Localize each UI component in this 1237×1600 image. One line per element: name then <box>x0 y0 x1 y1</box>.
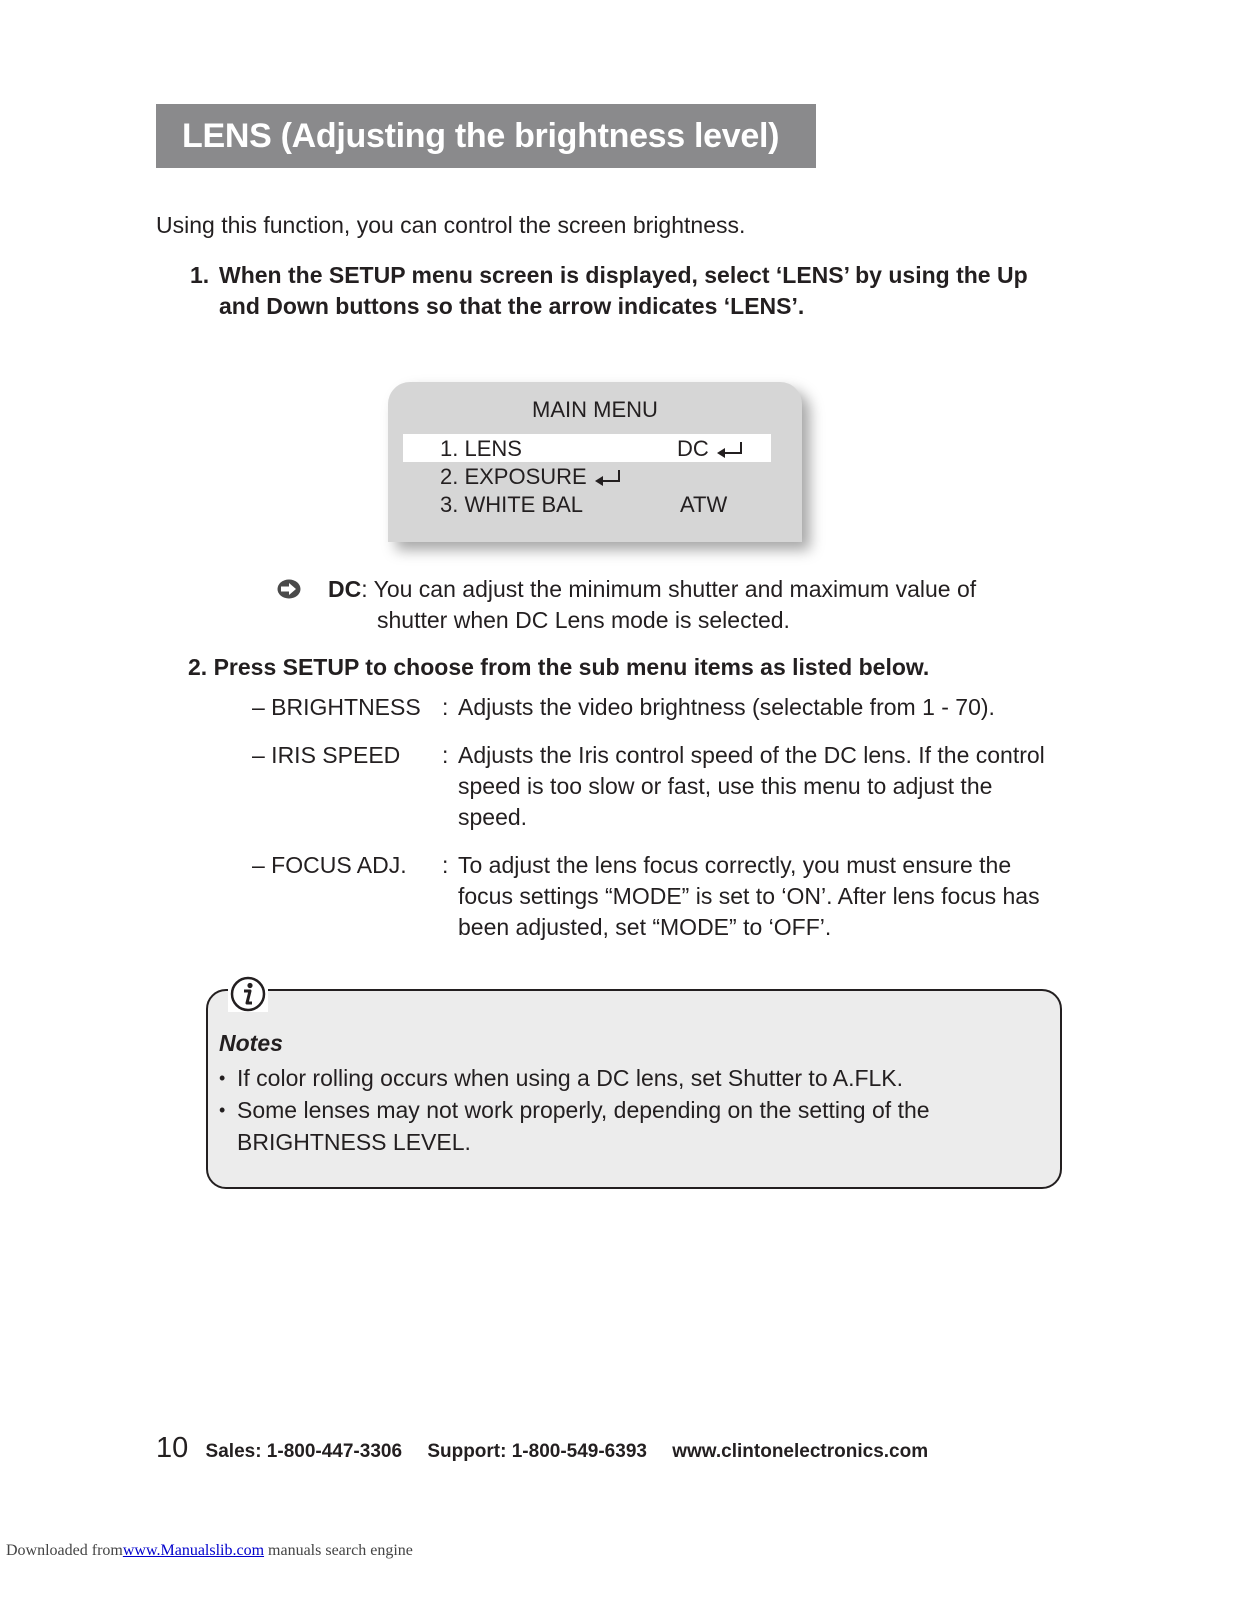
menu-item-white-bal-value: ATW <box>680 492 728 517</box>
section-title: LENS (Adjusting the brightness level) <box>156 104 816 168</box>
menu-item-exposure <box>440 464 623 490</box>
footer-support: Support: 1-800-549-6393 <box>427 1441 647 1462</box>
dc-note-term: DC <box>328 576 362 602</box>
footer-website: www.clintonelectronics.com <box>672 1441 929 1462</box>
step-1-line-2: and Down buttons so that the arrow indicates ‘LENS’. <box>219 293 805 319</box>
enter-icon <box>715 440 745 460</box>
menu-item-white-bal: 3. WHITE BAL <box>440 492 584 517</box>
note-item: • If color rolling occurs when using a DC lens, set Shutter to A.FLK. <box>219 1062 1037 1094</box>
submenu-colon: : <box>442 694 449 720</box>
info-icon <box>228 976 268 1012</box>
dc-note-line-2: shutter when DC Lens mode is selected. <box>377 607 790 633</box>
download-prefix: Downloaded from <box>6 1542 123 1559</box>
menu-item-lens: 1. LENS <box>440 436 522 461</box>
submenu-name: – IRIS SPEED <box>252 742 401 768</box>
menu-item-lens-value-text: DC <box>677 436 709 461</box>
submenu-name: – BRIGHTNESS <box>252 694 421 720</box>
dc-note-text: : You can adjust the minimum shutter and maximum value of <box>361 576 977 602</box>
page-footer <box>156 1432 928 1465</box>
step-2: 2. Press SETUP to choose from the sub menu items as listed below. <box>188 654 930 680</box>
step-1-number: 1. <box>190 262 210 288</box>
intro-text: Using this function, you can control the screen brightness. <box>156 212 746 238</box>
enter-icon <box>593 468 623 488</box>
download-suffix: manuals search engine <box>264 1542 413 1559</box>
notes-list <box>219 1062 1037 1158</box>
menu-item-lens-value <box>677 436 745 462</box>
submenu-desc: Adjusts the video brightness (selectable from 1 - 70). <box>458 694 995 720</box>
footer-sales: Sales: 1-800-447-3306 <box>205 1441 403 1462</box>
note-item: • Some lenses may not work properly, depending on the setting of the BRIGHTNESS LEVEL. <box>219 1094 1037 1158</box>
main-menu-title: MAIN MENU <box>532 397 658 422</box>
arrow-right-circle-icon <box>276 578 302 600</box>
step-1 <box>190 260 1050 322</box>
submenu-colon: : <box>442 852 449 878</box>
download-banner <box>6 1542 413 1560</box>
submenu-desc: To adjust the lens focus correctly, you must ensure the focus settings “MODE” is set to ‘ON’. After lens focus has been adjusted, set “MODE” to ‘OFF’. <box>458 852 1040 940</box>
main-menu-screen <box>388 382 802 542</box>
manualslib-link[interactable]: www.Manualslib.com <box>122 1542 265 1559</box>
step-1-line-1: When the SETUP menu screen is displayed, select ‘LENS’ by using the Up <box>219 262 1028 288</box>
submenu-colon: : <box>442 742 449 768</box>
menu-item-exposure-text: 2. EXPOSURE <box>440 464 587 489</box>
page-number: 10 <box>156 1432 189 1464</box>
dc-note-line-1 <box>328 574 976 605</box>
submenu-name: – FOCUS ADJ. <box>252 852 407 878</box>
notes-heading: Notes <box>219 1030 283 1056</box>
submenu-desc: Adjusts the Iris control speed of the DC lens. If the control speed is too slow or fast, use this menu to adjust the speed. <box>458 742 1045 830</box>
